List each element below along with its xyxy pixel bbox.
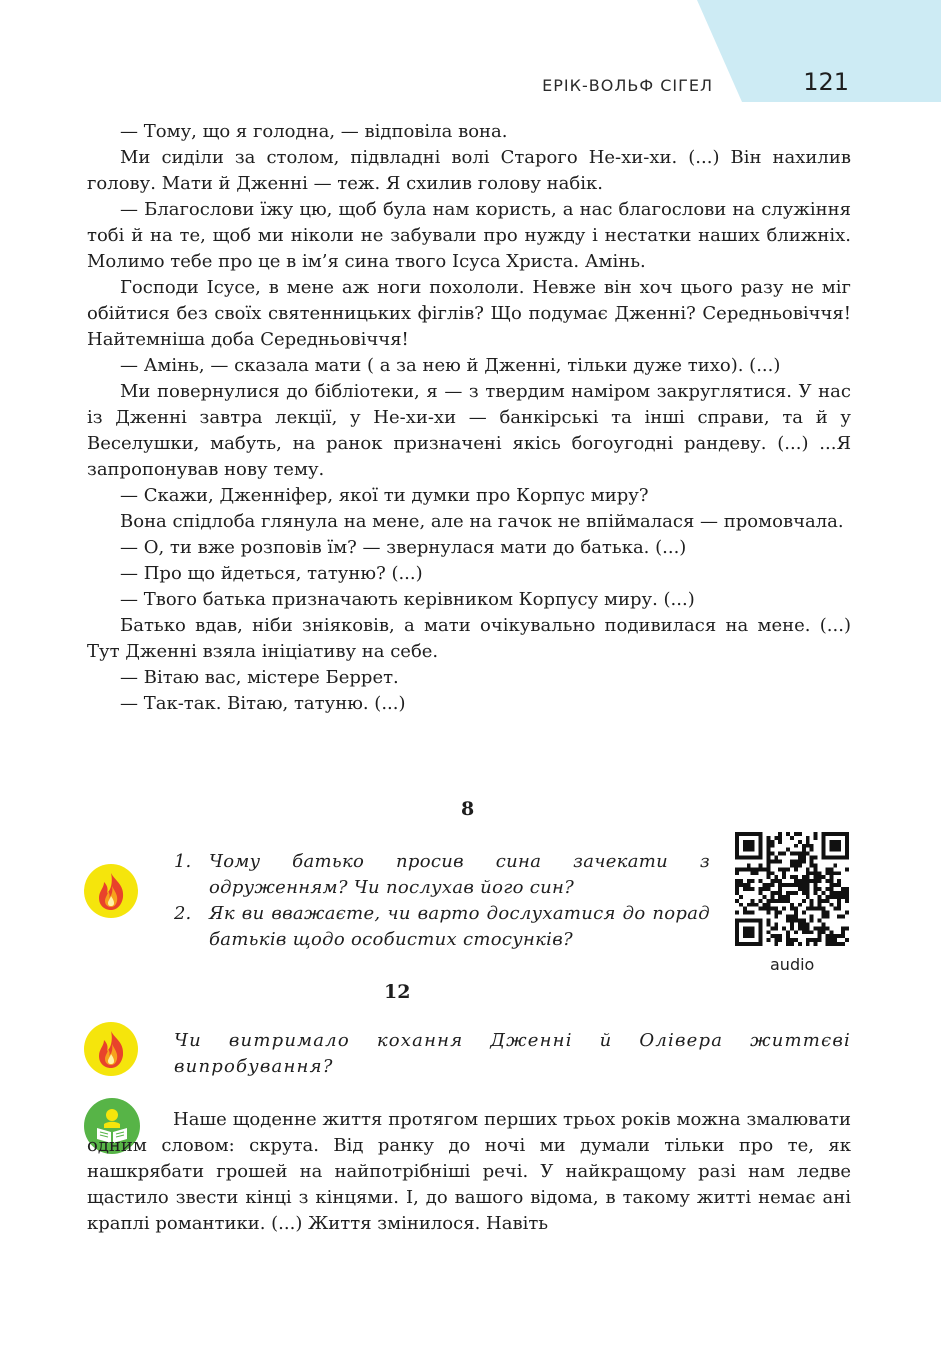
question-number: 2. — [174, 903, 192, 924]
paragraph: Ми сиділи за столом, підвладні волі Старого Не-хи-хи. (...) Він нахилив голову. Мати й Дженні — теж. Я схилив голову набік. — [87, 147, 851, 194]
question-text: Як ви вважаєте, чи варто дослухатися до порад батьків щодо особистих стосунків? — [209, 903, 710, 950]
chapter-12-text — [87, 1107, 851, 1237]
paragraph: Господи Ісусе, в мене аж ноги похололи. Невже він хоч цього разу не міг обійтися без своїх святенницьких фіглів? Що подумає Дженні? Середньовіччя! Найтемніша доба Середньовіччя! — [87, 277, 851, 350]
paragraph: — О, ти вже розповів їм? — звернулася мати до батька. (...) — [120, 537, 687, 558]
section-number-8: 8 — [461, 798, 475, 820]
running-header-author: ЕРІК-ВОЛЬФ СІГЕЛ — [542, 76, 713, 95]
question-number: 1. — [174, 851, 192, 872]
paragraph: — Твого батька призначають керівником Корпусу миру. (...) — [120, 589, 695, 610]
questions-list — [174, 849, 710, 953]
paragraph: — Тому, що я голодна, — відповіла вона. — [120, 121, 508, 142]
paragraph: Вона спідлоба глянула на мене, але на гачок не впіймалася — промовчала. — [120, 511, 844, 532]
paragraph: — Про що йдеться, татуню? (...) — [120, 563, 423, 584]
paragraph: Ми повернулися до бібліотеки, я — з твердим наміром закруглятися. У нас із Дженні завтра лекції, у Не-хи-хи — банкірські та інші справи, та й у Веселушки, мабуть, на ранок призначені якісь богоугодні рандеву. (...) ...Я запропонував нову тему. — [87, 381, 851, 480]
paragraph: Батько вдав, ніби зніяковів, а мати очікувально подивилася на мене. (...) Тут Дженні взяла ініціативу на себе. — [87, 615, 851, 662]
paragraph: — Благослови їжу цю, щоб була нам користь, а нас благослови на служіння тобі й на те, щоб ми ніколи не забували про нужду і нестатки наших ближніх. Молимо тебе про це в ім’я сина твого Ісуса Христа. Амінь. — [87, 199, 851, 272]
question-text: Чому батько просив сина зачекати з одруженням? Чи послухав його син? — [209, 851, 710, 898]
flame-icon — [84, 864, 138, 918]
page-corner-tab — [0, 0, 941, 102]
page-number: 121 — [803, 68, 849, 96]
paragraph: — Скажи, Дженніфер, якої ти думки про Корпус миру? — [120, 485, 649, 506]
question-item — [174, 901, 710, 953]
paragraph: — Так-так. Вітаю, татуню. (...) — [120, 693, 406, 714]
qr-caption: audio — [770, 955, 815, 974]
paragraph: — Амінь, — сказала мати ( а за нею й Дженні, тільки дуже тихо). (...) — [120, 355, 781, 376]
qr-code-icon[interactable] — [735, 832, 849, 946]
paragraph: — Вітаю вас, містере Беррет. — [120, 667, 399, 688]
paragraph: Наше щоденне життя протягом перших трьох років можна змалювати одним словом: скрута. Від ранку до ночі ми думали тільки про те, як нашкрябати грошей на найпотрібніші речі. У найкращому разі нам ледве щастило звести кінці з кінцями. І, до вашого відома, в такому житті немає ані краплі романтики. (...) Життя змінилося. Навіть — [87, 1109, 851, 1234]
flame-icon — [84, 1022, 138, 1076]
main-text — [87, 119, 851, 717]
question-text: Чи витримало кохання Дженні й Олівера життєві випробування? — [174, 1030, 851, 1077]
section-number-12: 12 — [384, 981, 411, 1003]
question-item — [174, 849, 710, 901]
